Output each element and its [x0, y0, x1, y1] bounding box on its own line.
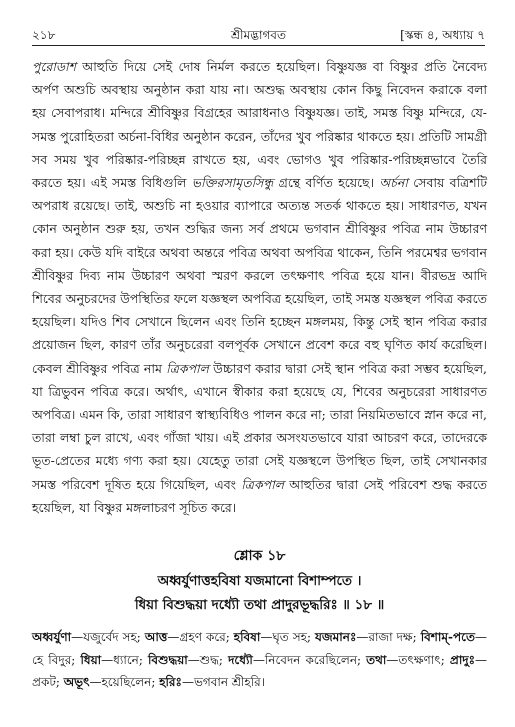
text-run: আহুতির দ্বারা সেই পরিবেশ শুদ্ধ করতে হয়েছিল, যা বিষ্ণুর মঙ্গলাচরণ সূচিত করে। — [32, 476, 487, 515]
synonym-meaning: —ধ্যানে; — [101, 652, 148, 667]
text-run: আহুতি দিয়ে সেই দোষ নির্মল করতে হয়েছিল। বিষ্ণুযজ্ঞ বা বিষ্ণুর প্রতি নৈবেদ্য অর্পণ অশুচি অবস্থায় অনুষ্ঠান করা যায় না। অশুদ্ধ অবস্থায় কোন কিছু নিবেদন করাকে বলা হয় সেবাপরাধ। মন্দিরে শ্রীবিষ্ণুর বিগ্রহের আরাধনাও বিষ্ণুযজ্ঞ। তাই, সমস্ত বিষ্ণু মন্দিরে, যে-সমস্ত পুরোহিতরা অর্চনা-বিধির অনুষ্ঠান করেন, তাঁদের খুব পরিষ্কার থাকতে হয়। প্রতিটি সামগ্রী সব সময় খুব পরিষ্কার-পরিচ্ছন্ন রাখতে হয়, এবং ভোগও খুব পরিষ্কার-পরিচ্ছন্নভাবে তৈরি করতে হয়। এই সমস্ত বিধিগুলি — [32, 59, 487, 191]
synonym-word: হবিষা — [233, 630, 261, 644]
running-title: শ্রীমদ্ভাগবত — [230, 28, 286, 42]
synonym-word: যজমানঃ — [314, 630, 357, 644]
section-reference: [স্কন্ধ ৪, অধ্যায় ৭ — [400, 28, 485, 42]
text-run: গ্রন্থে বর্ণিত হয়েছে। — [273, 175, 380, 191]
header-rule — [32, 45, 485, 46]
synonym-meaning: —গ্রহণ করে; — [167, 630, 234, 644]
synonym-meaning: —প্রকট; — [32, 652, 487, 689]
synonym-word: অধ্বর্যুণা — [32, 630, 72, 644]
sanskrit-verse — [32, 569, 487, 617]
term-archana: অর্চনা — [379, 175, 408, 191]
word-meanings — [32, 626, 487, 694]
synonym-meaning: —হয়েছিলেন; — [89, 675, 160, 689]
purport-paragraph — [32, 55, 487, 519]
synonym-word: দধ্যৌ — [228, 652, 253, 667]
book-title-bhaktirasamrita: ভক্তিরসামৃতসিন্ধু — [191, 175, 274, 191]
term-trikapal: ত্রিকপাল — [241, 476, 285, 492]
synonym-meaning: —যজুর্বেদ সহ; — [71, 630, 145, 644]
synonym-word: বিশুদ্ধয়া — [148, 652, 188, 667]
synonym-meaning: —হে বিদুর; — [32, 630, 487, 667]
term-purodash: পুরোডাশ — [32, 59, 77, 74]
synonym-word: আত্ত — [144, 630, 168, 644]
text-run: উচ্চারণ করার দ্বারা সেই স্থান পবিত্র করা সম্ভব হয়েছিল, যা ত্রিভুবন পবিত্র করে। অর্থাৎ, এখানে স্বীকার করা হয়েছে যে, শিবের অনুচরেরা সাধারণত অপবিত্র। এমন কি, তারা সাধারণ স্বাস্থ্যবিধিও পালন করে না; তারা নিয়মিতভাবে স্নান করে না, তারা লম্বা চুল রাখে, এবং গাঁজা খায়। এই প্রকার অসংযতভাবে যারা আচরণ করে, তাদেরকে ভূত-প্রেতের মধ্যে গণ্য করা হয়। যেহেতু তারা সেই যজ্ঞস্থলে উপস্থিত ছিল, তাই সেখানকার সমস্ত পরিবেশ দূষিত হয়ে গিয়েছিল, এবং — [32, 360, 487, 492]
synonym-word: অভূৎ — [63, 675, 90, 689]
verse-heading: শ্লোক ১৮ — [233, 548, 286, 564]
term-trikapal: ত্রিকপাল — [166, 360, 209, 376]
text-run: সেবায় বত্রিশটি অপরাধ রয়েছে। তাই, অশুচি না হওয়ার ব্যাপারে অত্যন্ত সতর্ক থাকতে হয়। সাধারণত, যখন কোন অনুষ্ঠান শুরু হয়, তখন শুদ্ধির জন্য সর্ব প্রথমে ভগবান শ্রীবিষ্ণুর পবিত্র নাম উচ্চারণ করা হয়। কেউ যদি বাইরে অথবা অন্তরে পবিত্র অথবা অপবিত্র থাকেন, তিনি পরমেশ্বর ভগবান শ্রীবিষ্ণুর দিব্য নাম উচ্চারণ অথবা স্মরণ করলে তৎক্ষণাৎ পবিত্র হয়ে যান। বীরভদ্র আদি শিবের অনুচরদের উপস্থিতির ফলে যজ্ঞস্থল অপবিত্র হয়েছিল, তাই সমস্ত যজ্ঞস্থল পবিত্র করতে হয়েছিল। যদিও শিব সেখানে ছিলেন এবং তিনি হচ্ছেন মঙ্গলময়, কিন্তু সেই স্থান পবিত্র করার প্রয়োজন ছিল, কারণ তাঁর অনুচরেরা বলপূর্বক সেখানে প্রবেশ করে বহু ঘৃণিত কার্য করেছিল। কেবল শ্রীবিষ্ণুর পবিত্র নাম — [32, 175, 487, 376]
synonym-word: তথা — [366, 652, 387, 667]
synonym-meaning: —ভগবান শ্রীহরি। — [181, 675, 265, 689]
synonym-meaning: —শুদ্ধ; — [187, 652, 229, 667]
page-number: ২১৮ — [32, 28, 56, 42]
verse-line-1: অধ্বর্যুণাত্তহবিষা যজমানো বিশাম্পতে । — [157, 573, 362, 589]
synonym-meaning: —ঘৃত সহ; — [260, 630, 315, 644]
synonym-meaning: —রাজা দক্ষ; — [356, 630, 421, 644]
synonym-word: ধিয়া — [80, 652, 102, 667]
page-header — [32, 24, 485, 46]
purport-text — [32, 55, 487, 519]
synonym-word: হরিঃ — [159, 675, 182, 689]
verse-line-2: ধিয়া বিশুদ্ধয়া দধ্যৌ তথা প্রাদুরভূদ্ধরিঃ ॥ ১৮ ॥ — [134, 597, 385, 613]
synonym-meaning: —তৎক্ষণাৎ; — [386, 652, 450, 667]
synonym-word: বিশাম্-পতে — [420, 630, 475, 644]
synonym-word: প্রাদুঃ — [449, 652, 475, 667]
synonym-meaning: —নিবেদন করেছিলেন; — [252, 652, 367, 667]
